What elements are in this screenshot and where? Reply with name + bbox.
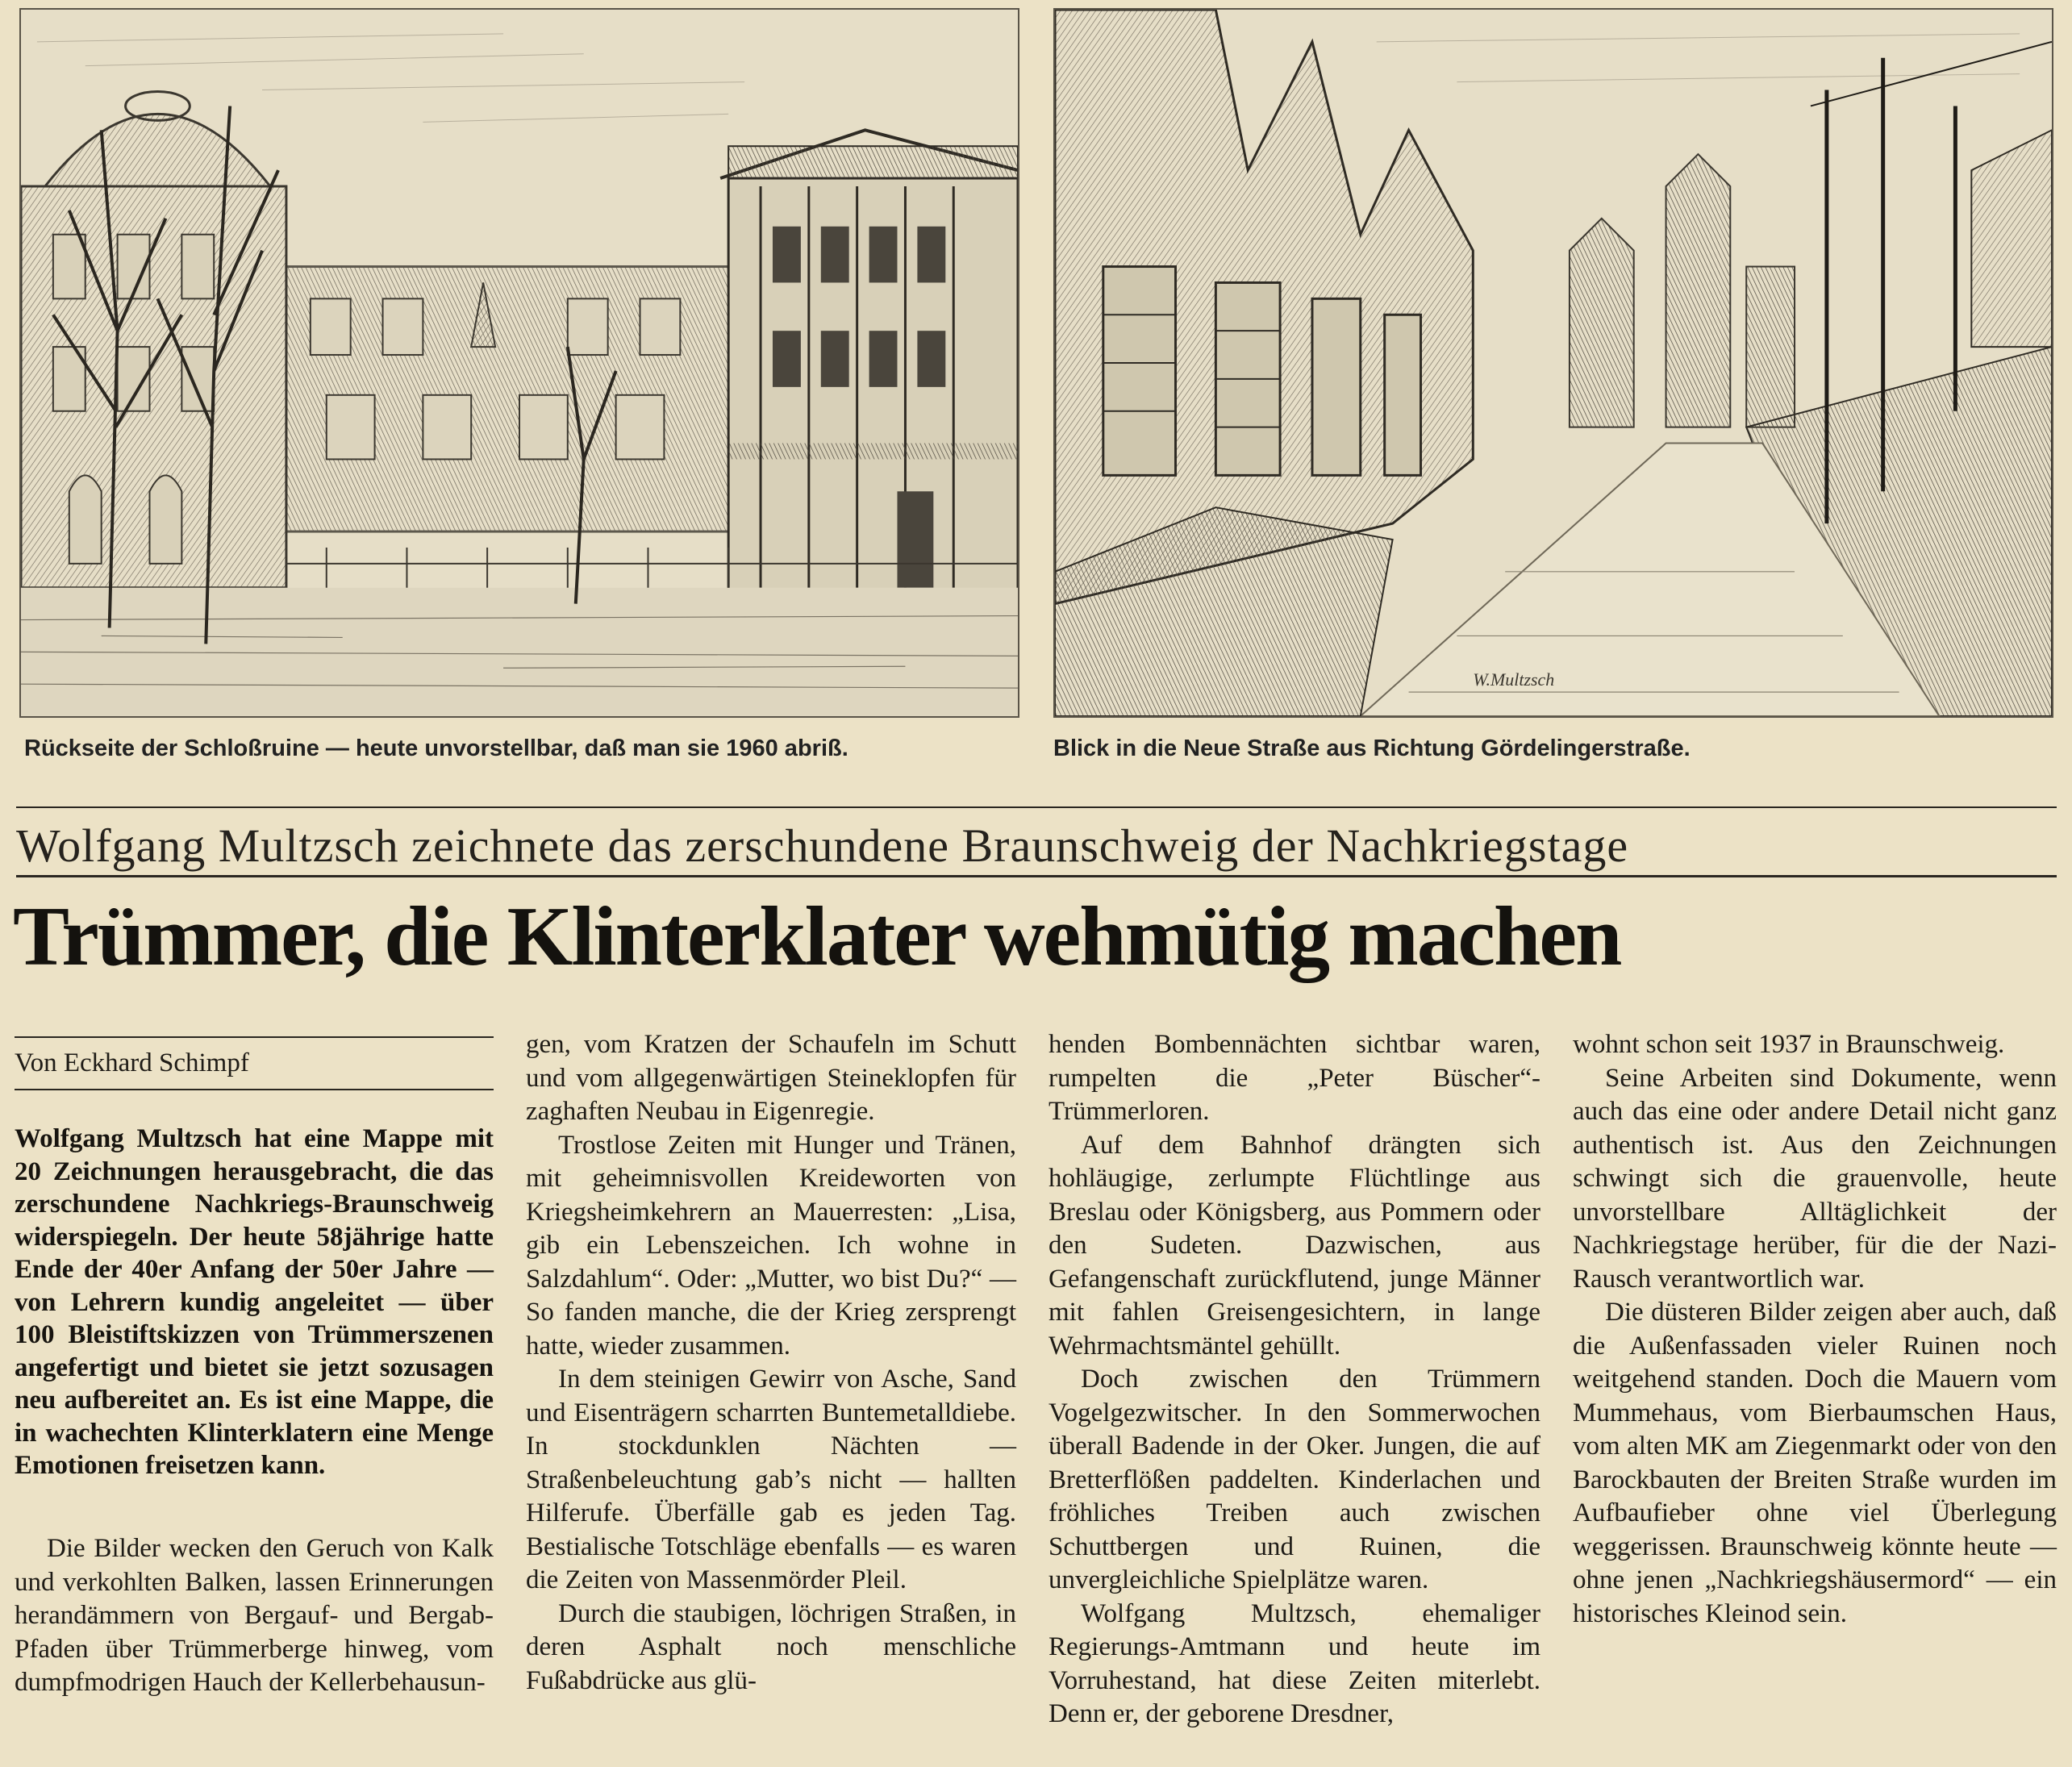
article-headline: Trümmer, die Klinterklater wehmütig machen: [13, 889, 1621, 983]
column-3-paragraph: Wolfgang Multzsch, ehemaliger Regierungs-Amtmann und heute im Vorruhestand, hat diese Zeiten miterlebt. Denn er, der geborene Dresdner,: [1049, 1598, 1540, 1728]
article-byline: Von Eckhard Schimpf: [15, 1048, 249, 1077]
column-2-paragraph: Durch die staubigen, löchrigen Straßen, in deren Asphalt noch menschliche Fußabdrücke aus glü-: [526, 1598, 1016, 1695]
column-4-paragraph: Die düsteren Bilder zeigen aber auch, daß die Außenfassaden vieler Ruinen noch weitgehend standen. Doch die Mauern vom Mummehaus, vom Bierbaumschen Haus, vom alten MK am Ziegenmarkt oder von den Barockbauten der Breiten Straße wurden im Aufbaufieber ohne viel Überlegung weggerissen. Braunschweig könnte heute — ohne jenen „Nachkriegshäusermord“ — ein historisches Kleinod sein.: [1573, 1298, 2057, 1628]
kicker-bottom-rule: [16, 875, 2057, 877]
palace-ruin-drawing: [19, 8, 1019, 718]
column-2-paragraph: Trostlose Zeiten mit Hunger und Tränen, mit geheimnisvollen Kreideworten von Kriegsheimkehrern an Mauerresten: „Lisa, gib ein Lebenszeichen. Ich wohne in Salzdahlum“. Oder: „Mutter, wo bist Du?“ — So fanden manche, die der Krieg zersprengt hatte, wieder zusammen.: [526, 1130, 1016, 1361]
column-4: [1573, 1028, 2057, 1631]
column-3-paragraph: Doch zwischen den Trümmern Vogelgezwitscher. In den Sommerwochen überall Badende in der Oker. Jungen, die auf Bretterflößen paddelten. Kinderlachen und fröhliches Treiben auch zwischen Schuttbergen und Ruinen, die unvergleichliche Spielplätze waren.: [1049, 1365, 1540, 1594]
article-kicker: Wolfgang Multzsch zeichnete das zerschundene Braunschweig der Nachkriegstage: [16, 819, 1629, 872]
right-figure-caption: Blick in die Neue Straße aus Richtung Gördelingerstraße.: [1053, 736, 1691, 761]
byline-top-rule: [15, 1036, 494, 1038]
street-ruins-drawing: [1053, 8, 2053, 718]
article-lead: Wolfgang Multzsch hat eine Mappe mit 20 Zeichnungen herausgebracht, die das zerschundene Nachkriegs-Braunschweig widerspiegeln. Der heute 58jährige hatte Ende der 40er Anfang der 50er Jahre — von Lehrern kundig angeleitet — über 100 Bleistiftskizzen von Trümmerszenen angefertigt und bietet sie jetzt sozusagen neu aufbereitet an. Es ist eine Mappe, die in wachechten Klinterklatern eine Menge Emotionen freisetzen kann.: [15, 1124, 494, 1480]
palace-ruin-sketch: [21, 10, 1018, 716]
column-2-paragraph: gen, vom Kratzen der Schaufeln im Schutt und vom allgegenwärtigen Steineklopfen für zaghaften Neubau in Eigenregie.: [526, 1030, 1016, 1126]
street-ruins-sketch: [1055, 10, 2052, 716]
column-4-paragraph: wohnt schon seit 1937 in Braunschweig.: [1573, 1030, 2005, 1059]
column-1-body: Die Bilder wecken den Geruch von Kalk und verkohlten Balken, lassen Erinnerungen herandämmern von Bergauf- und Bergab-Pfaden über Trümmerberge hinweg, vom dumpfmodrigen Hauch der Kellerbehausun-: [15, 1534, 494, 1697]
column-4-paragraph: Seine Arbeiten sind Dokumente, wenn auch das eine oder andere Detail nicht ganz authentisch ist. Aus den Zeichnungen schwingt sich die grauenvolle, heute unvorstellbare Alltäglichkeit der Nachkriegstage herüber, für die der Nazi-Rausch verantwortlich war.: [1573, 1063, 2057, 1294]
byline-bottom-rule: [15, 1089, 494, 1090]
kicker-top-rule: [16, 806, 2057, 808]
column-3: [1049, 1028, 1540, 1732]
column-2: [526, 1028, 1016, 1698]
left-figure-caption: Rückseite der Schloßruine — heute unvorstellbar, daß man sie 1960 abriß.: [24, 736, 848, 761]
column-3-paragraph: Auf dem Bahnhof drängten sich hohläugige, zerlumpte Flüchtlinge aus Breslau oder Königsberg, aus Pommern oder den Sudeten. Dazwischen, aus Gefangenschaft zurückflutend, junge Männer mit fahlen Greisengesichtern, in lange Wehrmachtsmäntel gehüllt.: [1049, 1130, 1540, 1361]
column-3-paragraph: henden Bombennächten sichtbar waren, rumpelten die „Peter Büscher“-Trümmerloren.: [1049, 1030, 1540, 1126]
column-2-paragraph: In dem steinigen Gewirr von Asche, Sand und Eisenträgern scharrten Buntemetalldiebe. In stockdunklen Nächten — Straßenbeleuchtung gab’s nicht — hallten Hilferufe. Überfälle gab es jeden Tag. Bestialische Totschläge ebenfalls — es waren die Zeiten von Massenmörder Pleil.: [526, 1365, 1016, 1594]
artist-signature: W.Multzsch: [1473, 669, 1555, 690]
